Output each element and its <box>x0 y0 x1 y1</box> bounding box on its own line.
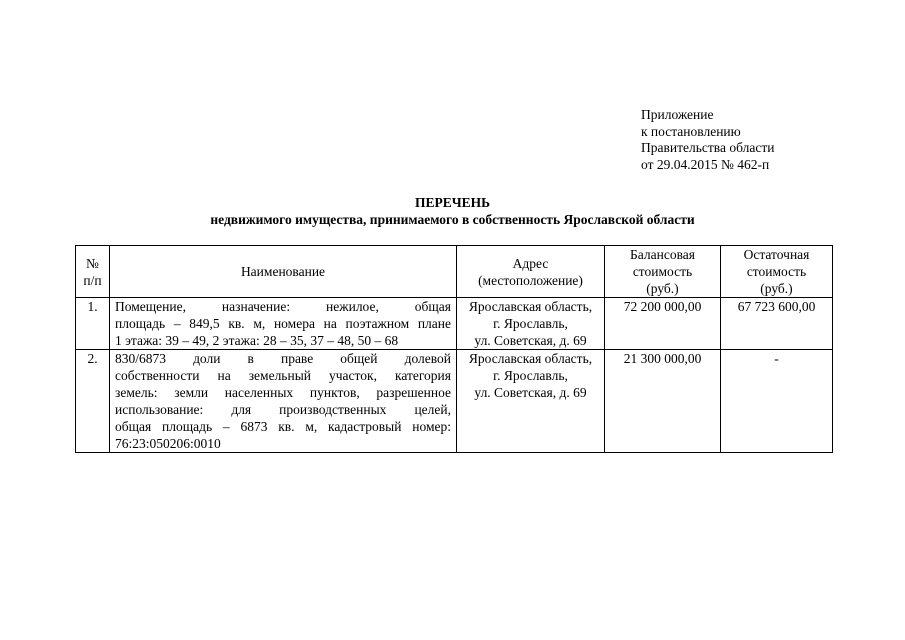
row-name: 830/6873 доли в праве общей долевой собственности на земельный участок, категория земель: земли населенных пунктов, разрешенное использование: для производственных целей, общая площадь – 6873 кв. м, кадастровый номер: 76:23:050206:0010 <box>110 350 457 453</box>
header-num: № п/п <box>76 246 110 298</box>
row-residual-value: - <box>721 350 833 453</box>
row-balance-value: 72 200 000,00 <box>605 298 721 350</box>
table-header-row <box>76 246 833 298</box>
document-title <box>0 194 905 228</box>
appendix-line: от 29.04.2015 № 462-п <box>641 156 770 172</box>
row-address: Ярославская область, г. Ярославль, ул. Советская, д. 69 <box>457 298 605 350</box>
appendix-line: к постановлению <box>641 123 741 139</box>
header-balance-value: Балансовая стоимость (руб.) <box>605 246 721 298</box>
header-residual-value: Остаточная стоимость (руб.) <box>721 246 833 298</box>
row-balance-value: 21 300 000,00 <box>605 350 721 453</box>
table-row <box>76 298 833 350</box>
property-table <box>75 245 833 453</box>
appendix-line: Приложение <box>641 107 714 122</box>
title-main: ПЕРЕЧЕНЬ <box>414 195 491 210</box>
row-number: 2. <box>76 350 110 453</box>
title-subtitle: недвижимого имущества, принимаемого в собственность Ярославской области <box>210 212 695 227</box>
row-number: 1. <box>76 298 110 350</box>
table-row <box>76 350 833 453</box>
row-address: Ярославская область, г. Ярославль, ул. Советская, д. 69 <box>457 350 605 453</box>
row-residual-value: 67 723 600,00 <box>721 298 833 350</box>
appendix-block <box>641 107 774 173</box>
row-name: Помещение, назначение: нежилое, общая площадь – 849,5 кв. м, номера на поэтажном плане 1 этажа: 39 – 49, 2 этажа: 28 – 35, 37 – 48, 50 – 68 <box>110 298 457 350</box>
header-name: Наименование <box>110 246 457 298</box>
appendix-line: Правительства области <box>641 140 775 155</box>
header-address: Адрес (местоположение) <box>457 246 605 298</box>
